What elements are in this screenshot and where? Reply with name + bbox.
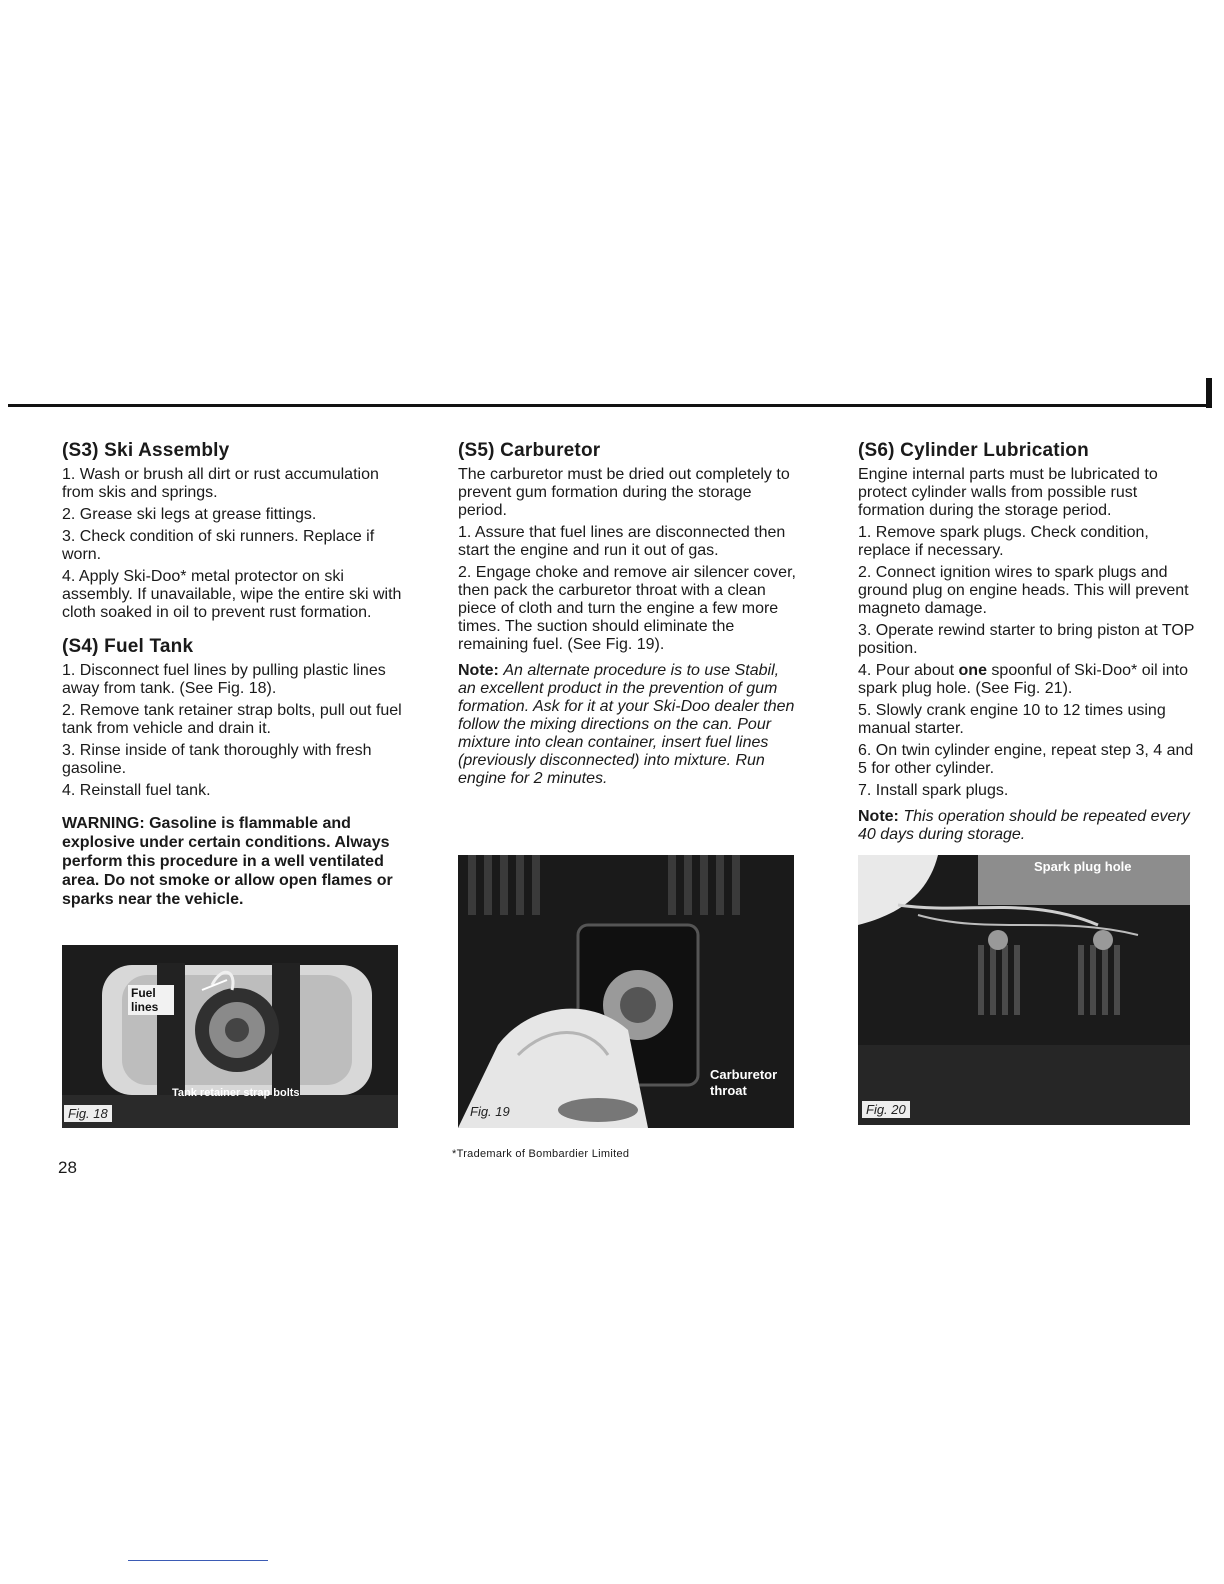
figure-18-label: Fig. 18 — [64, 1105, 112, 1122]
s4-step-1: 1. Disconnect fuel lines by pulling plastic lines away from tank. (See Fig. 18). — [62, 662, 386, 697]
callout-tank-retainer-strap-bolts: Tank retainer strap bolts — [172, 1087, 300, 1099]
s6-step-6: 6. On twin cylinder engine, repeat step 3, 4 and 5 for other cylinder. — [858, 742, 1194, 777]
s3-step-4: 4. Apply Ski-Doo* metal protector on ski assembly. If unavailable, wipe the entire ski with cloth soaked in oil to prevent rust formation. — [62, 568, 402, 621]
top-rule — [8, 404, 1212, 407]
note-text: An alternate procedure is to use Stabil, an excellent product in the prevention of gum formation. Ask for it at your Ski-Doo dealer then follow the mixing directions on the can. Pour mixture into clean container, insert fuel lines (previously disconnected) into mixture. Run engine for 2 minutes. — [458, 662, 795, 787]
page-number: 28 — [58, 1158, 77, 1177]
s6-note — [858, 808, 1198, 844]
s6-step-7: 7. Install spark plugs. — [858, 782, 1009, 799]
note-label: Note: — [858, 808, 899, 825]
figure-19-label: Fig. 19 — [470, 1104, 510, 1119]
s5-step-1: 1. Assure that fuel lines are disconnected then start the engine and run it out of gas. — [458, 524, 786, 559]
s4-step-2: 2. Remove tank retainer strap bolts, pull out fuel tank from vehicle and drain it. — [62, 702, 402, 737]
column-right — [858, 440, 1198, 848]
bottom-rule — [128, 1560, 268, 1561]
fuel-tank-illustration — [62, 945, 398, 1128]
s3-step-3: 3. Check condition of ski runners. Replace if worn. — [62, 528, 375, 563]
note-label: Note: — [458, 662, 499, 679]
s6-step-5: 5. Slowly crank engine 10 to 12 times using manual starter. — [858, 702, 1166, 737]
heading-s6: (S6) Cylinder Lubrication — [858, 440, 1089, 461]
s6-step-4-bold: one — [958, 662, 987, 679]
figure-20-label: Fig. 20 — [862, 1101, 910, 1118]
note-text: This operation should be repeated every 40 days during storage. — [858, 808, 1190, 843]
top-rule-end-mark — [1206, 378, 1212, 408]
figure-20-photo — [858, 855, 1190, 1125]
s5-note — [458, 662, 798, 788]
heading-s3: (S3) Ski Assembly — [62, 440, 230, 461]
column-left — [62, 440, 402, 913]
figure-19-photo — [458, 855, 794, 1128]
s6-step-3: 3. Operate rewind starter to bring piston at TOP position. — [858, 622, 1195, 657]
s5-intro: The carburetor must be dried out completely to prevent gum formation during the storage period. — [458, 466, 790, 519]
s6-step-4 — [858, 662, 1198, 698]
column-middle — [458, 440, 798, 792]
s5-step-2: 2. Engage choke and remove air silencer cover, then pack the carburetor throat with a clean piece of cloth and turn the engine a few more times. The suction should eliminate the remaining fuel. (See Fig. 19). — [458, 564, 796, 653]
s6-step-2: 2. Connect ignition wires to spark plugs and ground plug on engine heads. This will prevent magneto damage. — [858, 564, 1189, 617]
heading-s5: (S5) Carburetor — [458, 440, 601, 461]
heading-s4: (S4) Fuel Tank — [62, 636, 194, 657]
callout-carburetor-throat: Carburetor throat — [710, 1067, 778, 1098]
figure-18-photo — [62, 945, 398, 1128]
s3-step-1: 1. Wash or brush all dirt or rust accumulation from skis and springs. — [62, 466, 379, 501]
s3-step-2: 2. Grease ski legs at grease fittings. — [62, 506, 317, 523]
s6-intro: Engine internal parts must be lubricated to protect cylinder walls from possible rust formation during the storage period. — [858, 466, 1158, 519]
s6-step-4-post: spoonful of Ski-Doo* oil into spark plug hole. (See Fig. 21). — [858, 662, 1188, 697]
warning-text: WARNING: Gasoline is flammable and explosive under certain conditions. Always perform this procedure in a well ventilated area. Do not smoke or allow open flames or sparks near the vehicle. — [62, 815, 393, 908]
s6-step-4-pre: 4. Pour about — [858, 662, 959, 679]
engine-cylinder-illustration — [858, 855, 1190, 1125]
callout-spark-plug-hole: Spark plug hole — [1034, 859, 1132, 874]
trademark-footnote: *Trademark of Bombardier Limited — [452, 1148, 630, 1160]
s4-step-3: 3. Rinse inside of tank thoroughly with fresh gasoline. — [62, 742, 372, 777]
callout-fuel-lines: Fuel lines — [128, 985, 174, 1015]
s4-step-4: 4. Reinstall fuel tank. — [62, 782, 211, 799]
s6-step-1: 1. Remove spark plugs. Check condition, replace if necessary. — [858, 524, 1149, 559]
